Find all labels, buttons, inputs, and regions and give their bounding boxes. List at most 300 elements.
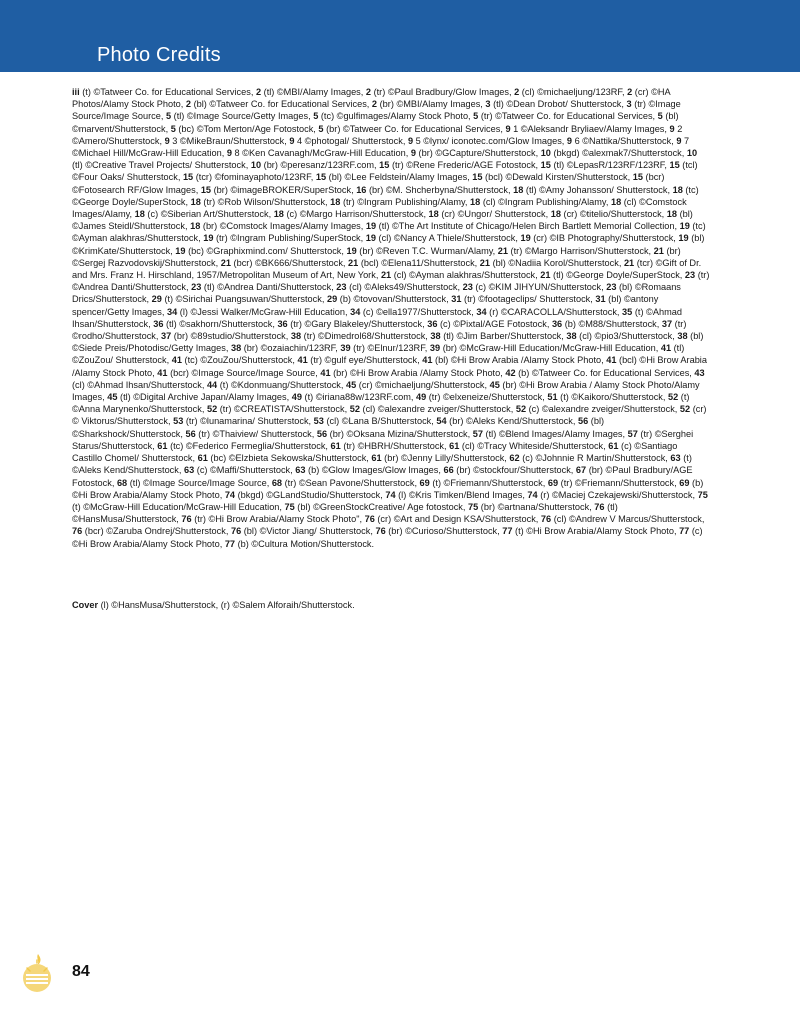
credit-text: (bc) ©Tom Merton/Age Fotostock,: [175, 123, 319, 134]
page-ref: 74: [385, 489, 396, 500]
page-ref: 21: [653, 245, 664, 256]
credit-text: (tl) ©ZouZou/ Shutterstock,: [72, 343, 685, 366]
credit-text: (tc) ©ZouZou/Shutterstock,: [181, 355, 298, 366]
page-ref: 37: [161, 331, 172, 342]
page-ref: 41: [157, 367, 168, 378]
logo-svg: [18, 948, 54, 994]
credit-text: (bl) ©Tatweer Co. for Educational Services,: [191, 99, 372, 110]
credit-text: (tr) ©Image Source/Image Source,: [72, 99, 681, 122]
credit-text: (cl) ©Andrew V Marcus/Shutterstock,: [551, 514, 705, 525]
page-ref: 9: [566, 135, 573, 146]
credit-text: 5 ©lynx/ iconotec.com/Glow Images,: [413, 135, 567, 146]
credit-text: (tr) ©CREATISTA/Shutterstock,: [217, 404, 350, 415]
page-ref: 23: [684, 270, 696, 281]
credit-text: (bcl) ©Dewald Kirsten/Shutterstock,: [482, 172, 633, 183]
page-ref: 21: [220, 257, 231, 268]
credit-text: (tl) ©Digital Archive Japan/Alamy Images,: [117, 392, 292, 403]
credit-text: (t) ©iriana88w/123RF.com,: [301, 392, 416, 403]
page-ref: 75: [697, 489, 708, 500]
page-ref: 69: [419, 477, 430, 488]
credit-text: (cr) ©titelio/Shutterstock,: [560, 209, 667, 220]
credit-text: (bl) ©Siede Preis/Photodisc/Getty Images,: [72, 331, 704, 354]
cover-credits: [72, 599, 710, 611]
credit-text: (tr) ©Ingram Publishing/Alamy,: [340, 196, 471, 207]
credit-text: (tr) ©Tatweer Co. for Educational Services,: [478, 111, 658, 122]
page-ref: 5: [165, 111, 172, 122]
page-ref: 29: [326, 294, 338, 305]
credit-text: (bc) ©Elzbieta Sekowska/Shutterstock,: [207, 453, 372, 464]
credit-text: (tr) ©Friemann/Shutterstock,: [558, 477, 680, 488]
page-ref: 15: [379, 160, 390, 171]
credit-text: (br) ©Hi Brow Arabia /Alamy Stock Photo,: [330, 367, 506, 378]
page-ref: 19: [365, 221, 377, 232]
credit-text: (cr) ©Art and Design KSA/Shutterstock,: [374, 514, 541, 525]
page-ref: 56: [185, 428, 196, 439]
page-ref: 38: [230, 343, 242, 354]
credit-text: (br) ©ozaiachin/123RF,: [241, 343, 341, 354]
page-ref: 63: [183, 465, 195, 476]
credit-text: (tr) ©gulf eye/Shutterstock,: [307, 355, 423, 366]
credit-text: (cl) ©Ayman alakhras/Shutterstock,: [391, 270, 541, 281]
page-ref: 45: [489, 379, 500, 390]
credit-text: 8 ©Ken Cavanagh/McGraw-Hill Education,: [231, 148, 411, 159]
credit-text: (c) ©alexandre zveiger/Shutterstock,: [526, 404, 680, 415]
page-ref: 51: [547, 392, 558, 403]
cover-text: (l) ©HansMusa/Shutterstock, (r) ©Salem Alforaih/Shutterstock.: [98, 600, 355, 610]
page-ref: 76: [375, 526, 386, 537]
page-ref: 41: [171, 355, 182, 366]
credit-text: (c) ©Maffi/Shutterstock,: [194, 465, 296, 476]
page-ref: 36: [153, 318, 164, 329]
page-ref: 21: [497, 245, 508, 256]
page-ref: 49: [291, 392, 302, 403]
page-ref: 31: [451, 294, 462, 305]
credit-text: (cl) ©Aleks49/Shutterstock,: [346, 282, 463, 293]
credit-text: (tr) ©Serghei Starus/Shutterstock,: [72, 428, 694, 451]
credit-text: (tr) ©Gary Blakeley/Shutterstock,: [287, 318, 428, 329]
page-ref: 18: [190, 196, 201, 207]
credit-text: (br) ©Aleks Kend/Shutterstock,: [446, 416, 578, 427]
page-ref: 10: [250, 160, 262, 171]
credit-text: (cr) © Viktorus/Shutterstock,: [72, 404, 707, 427]
credit-text: (cl) ©Nancy A Thiele/Shutterstock,: [375, 233, 521, 244]
page-ref: 21: [348, 257, 359, 268]
credit-text: (b) ©M88/Shutterstock,: [562, 318, 662, 329]
credit-text: (cr) ©HA Photos/Alamy Stock Photo,: [72, 87, 671, 110]
page-number: 84: [72, 963, 90, 980]
page-ref: 5: [318, 123, 324, 134]
credit-text: (tl) ©Andrea Danti/Shutterstock,: [201, 282, 337, 293]
page-ref: 41: [320, 367, 331, 378]
credit-text: (bl) ©Sharkshock/Shutterstock,: [72, 416, 605, 439]
page-ref: 9: [505, 123, 511, 134]
credit-text: (tl) ©Blend Images/Alamy Images,: [483, 428, 628, 439]
page-ref: 18: [666, 209, 678, 220]
page-ref: 37: [661, 318, 673, 329]
page-ref: 43: [694, 367, 705, 378]
credit-text: 7 ©Michael Hill/McGraw-Hill Education,: [72, 135, 690, 159]
credit-text: (c) ©Hi Brow Arabia/Alamy Stock Photo,: [72, 526, 703, 549]
credit-text: (br) ©Comstock Images/Alamy Images,: [200, 221, 366, 232]
credit-text: (tr) ©elxeneize/Shutterstock,: [426, 392, 548, 403]
credit-text: (bl) ©antony spencer/Getty Images,: [72, 294, 659, 317]
page-ref: 36: [427, 318, 438, 329]
page-ref: 39: [340, 343, 351, 354]
page-ref: 38: [566, 331, 577, 342]
credit-text: (bl) ©KrimKate/Shutterstock,: [72, 233, 705, 256]
credit-text: (tl) ©LepasR/123RF/123RF,: [550, 160, 670, 171]
credit-text: (tl) ©Dean Drobot/ Shutterstock,: [490, 99, 627, 110]
credit-text: (t) ©Kdonmuang/Shutterstock,: [217, 379, 346, 390]
page-ref: iii: [72, 87, 80, 97]
cover-label: Cover: [72, 600, 99, 610]
credit-text: (br) ©stockfour/Shutterstock,: [453, 465, 576, 476]
credit-text: (tr) ©Dimedrol68/Shutterstock,: [301, 331, 431, 342]
credit-text: (tc) ©Ayman alakhras/Shutterstock,: [72, 221, 706, 244]
credit-text: (tr) ©Elnur/123RF,: [350, 343, 430, 354]
credit-text: (bcr) ©Fotosearch RF/Glow Images,: [72, 172, 665, 195]
credit-text: 6 ©Nattika/Shutterstock,: [572, 135, 677, 146]
page-ref: 18: [134, 209, 145, 220]
page-title: Photo Credits: [97, 44, 221, 66]
page-ref: 9: [410, 148, 416, 159]
credit-text: (tr) ©HBRH/Shutterstock,: [340, 440, 450, 451]
page-ref: 15: [315, 172, 327, 183]
page-ref: 15: [540, 160, 551, 171]
credit-text: (bl) ©Romaans Drics/Shutterstock,: [72, 282, 681, 305]
page-ref: 18: [470, 196, 481, 207]
credit-text: 4 ©photogal/ Shutterstock,: [294, 135, 408, 146]
page-ref: 68: [271, 477, 283, 488]
credit-text: (r) ©Maciej Czekajewski/Shutterstock,: [537, 489, 698, 500]
credit-text: (tr) ©Sean Pavone/Shutterstock,: [282, 477, 420, 488]
credit-text: (bl) ©Lee Feldstein/Alamy Images,: [326, 172, 473, 183]
credit-text: 1 ©Aleksandr Bryliaev/Alamy Images,: [510, 123, 670, 134]
page-ref: 36: [277, 318, 288, 329]
credit-text: (t) ©Aleks Kend/Shutterstock,: [72, 453, 692, 476]
credit-text: (c) ©Johnnie R Martin/Shutterstock,: [519, 453, 671, 464]
credit-text: (b) ©tovovan/Shutterstock,: [337, 294, 452, 305]
page-ref: 67: [575, 465, 587, 476]
credit-text: (br) ©Paul Bradbury/AGE Fotostock,: [72, 465, 693, 488]
page-ref: 52: [668, 392, 679, 403]
credit-text: (bcr) ©Image Source/Image Source,: [167, 367, 321, 378]
page-ref: 56: [316, 428, 328, 439]
page-ref: 75: [468, 501, 479, 512]
credit-text: (br) ©McGraw-Hill Education/McGraw-Hill Education,: [440, 343, 661, 354]
credit-text: (b) ©Hi Brow Arabia/Alamy Stock Photo,: [72, 477, 704, 500]
credit-text: (t) ©McGraw-Hill Education/McGraw-Hill Education,: [72, 501, 285, 512]
page-ref: 3: [485, 99, 491, 110]
page-ref: 21: [380, 270, 392, 281]
credit-text: (cl) ©Lana B/Shutterstock,: [323, 416, 437, 427]
credit-text: (bc) ©Graphixmind.com/ Shutterstock,: [185, 245, 347, 256]
credit-text: (br) ©Tatweer Co. for Educational Services,: [323, 123, 506, 134]
page-ref: 19: [679, 221, 690, 232]
credit-text: (bcl) ©Hi Brow Arabia /Alamy Stock Photo,: [72, 355, 707, 378]
page-ref: 61: [330, 440, 341, 451]
page-ref: 18: [190, 221, 201, 232]
credit-text: (t) ©Ahmad Ihsan/Shutterstock,: [72, 306, 682, 329]
page-ref: 18: [428, 209, 439, 220]
page-ref: 74: [527, 489, 538, 500]
credit-text: (br) ©imageBROKER/SuperStock,: [211, 184, 357, 195]
credit-text: (cl) ©pio3/Shutterstock,: [576, 331, 678, 342]
page-ref: 9: [164, 135, 170, 146]
credit-text: (tl) ©HansMusa/Shutterstock,: [72, 501, 618, 525]
page-ref: 45: [346, 379, 357, 390]
credit-text: (tr) ©Rene Frederic/AGE Fotostock,: [389, 160, 541, 171]
page-ref: 34: [476, 306, 487, 317]
page-ref: 52: [679, 404, 691, 415]
credit-text: (t) ©Tatweer Co. for Educational Services,: [79, 87, 256, 97]
page-ref: 69: [679, 477, 690, 488]
page-ref: 39: [429, 343, 441, 354]
page-ref: 10: [540, 148, 551, 159]
page-ref: 63: [295, 465, 306, 476]
credit-text: (cl) ©Ahmad Ihsan/Shutterstock,: [72, 379, 207, 390]
page-ref: 34: [166, 306, 178, 317]
credit-text: (c) ©ella1977/Shutterstock,: [360, 306, 477, 317]
credit-text: (tl) ©Image Source/Getty Images,: [171, 111, 314, 122]
credit-text: (l) ©Jessi Walker/McGraw-Hill Education,: [177, 306, 351, 317]
page-ref: 49: [415, 392, 427, 403]
page-ref: 23: [606, 282, 617, 293]
page-ref: 2: [365, 87, 372, 97]
credit-text: (tr) ©Hi Brow Arabia/Alamy Stock Photo",: [191, 514, 365, 525]
credit-text: (c) ©Siberian Art/Shutterstock,: [144, 209, 274, 220]
page-ref: 18: [513, 184, 524, 195]
credit-text: (br) ©89studio/Shutterstock,: [171, 331, 291, 342]
credit-text: (tcr) ©Gift of Dr. and Mrs. Franz H. Hirschland, 1957/Metropolitan Museum of Art, New York,: [72, 257, 702, 281]
page-ref: 19: [678, 233, 689, 244]
credit-text: (tr) ©Andrea Danti/Shutterstock,: [72, 270, 710, 293]
page-ref: 19: [203, 233, 214, 244]
credit-text: (tl) ©The Art Institute of Chicago/Helen Birch Bartlett Memorial Collection,: [376, 221, 680, 232]
page-ref: 57: [627, 428, 638, 439]
page-ref: 41: [660, 343, 672, 354]
credit-text: (br) ©Reven T.C. Wurman/Alamy,: [356, 245, 498, 256]
page-ref: 45: [107, 392, 118, 403]
page-ref: 77: [679, 526, 690, 537]
page-ref: 53: [173, 416, 184, 427]
credit-text: (c) ©Pixtal/AGE Fotostock,: [437, 318, 552, 329]
publisher-logo-icon: [18, 948, 54, 994]
credit-text: (br) ©Curioso/Shutterstock,: [385, 526, 503, 537]
page-ref: 19: [520, 233, 531, 244]
page-ref: 2: [514, 87, 520, 97]
page-ref: 56: [577, 416, 589, 427]
credit-text: (bkgd) ©GLandStudio/Shutterstock,: [235, 489, 386, 500]
credit-text: (tc) ©gulfimages/Alamy Stock Photo,: [318, 111, 474, 122]
credit-text: (tr) ©Margo Harrison/Shutterstock,: [508, 245, 654, 256]
credit-text: (tl) ©Creative Travel Projects/ Shutterstock,: [72, 160, 251, 171]
credit-text: (cr) ©IB Photography/Shutterstock,: [530, 233, 679, 244]
page-ref: 41: [297, 355, 308, 366]
page-ref: 2: [627, 87, 633, 97]
credit-text: (tl) ©George Doyle/SuperStock,: [550, 270, 685, 281]
page-ref: 15: [472, 172, 483, 183]
page-ref: 38: [677, 331, 688, 342]
credit-text: (tl) ©sakhorn/Shutterstock,: [163, 318, 278, 329]
page-ref: 15: [182, 172, 194, 183]
page-ref: 76: [540, 514, 552, 525]
credit-text: (t) ©Sirichai Puangsuwan/Shutterstock,: [161, 294, 327, 305]
page-ref: 52: [515, 404, 527, 415]
page-ref: 21: [540, 270, 551, 281]
credit-text: (tcr) ©fominayaphoto/123RF,: [193, 172, 316, 183]
page-ref: 76: [181, 514, 192, 525]
page-ref: 23: [191, 282, 202, 293]
page-ref: 5: [170, 123, 176, 134]
credit-text: (b) ©Cultura Motion/Shutterstock.: [235, 538, 375, 549]
page-ref: 2: [185, 99, 192, 110]
credit-text: (cr) ©Ungor/ Shutterstock,: [438, 209, 551, 220]
credit-text: (tcl) ©Four Oaks/ Shutterstock,: [72, 160, 698, 183]
credit-text: (t) ©Friemann/Shutterstock,: [429, 477, 548, 488]
credit-text: (c) ©Margo Harrison/Shutterstock,: [283, 209, 429, 220]
credit-text: (b) ©Tatweer Co. for Educational Services,: [515, 367, 695, 378]
page-ref: 9: [669, 123, 675, 134]
page-ref: 62: [509, 453, 520, 464]
page-ref: 18: [610, 196, 622, 207]
credit-text: (tl) ©Jim Barber/Shutterstock,: [440, 331, 567, 342]
credit-text: (br) ©peresanz/123RF.com,: [261, 160, 380, 171]
page-ref: 3: [626, 99, 632, 110]
page-ref: 44: [206, 379, 218, 390]
page-ref: 54: [436, 416, 447, 427]
page-ref: 19: [346, 245, 357, 256]
page-ref: 2: [371, 99, 378, 110]
credit-text: (b) ©Glow Images/Glow Images,: [305, 465, 444, 476]
credit-text: (br) ©artnana/Shutterstock,: [478, 501, 595, 512]
page-ref: 15: [200, 184, 212, 195]
page-ref: 18: [550, 209, 561, 220]
credit-text: (tr) ©Paul Bradbury/Glow Images,: [371, 87, 515, 97]
page-ref: 35: [622, 306, 633, 317]
page-ref: 41: [606, 355, 617, 366]
page-ref: 66: [443, 465, 454, 476]
page-ref: 21: [479, 257, 491, 268]
page-ref: 9: [289, 135, 295, 146]
header-bar: [0, 0, 800, 72]
credit-text: (br) ©Oksana Mizina/Shutterstock,: [327, 428, 473, 439]
page-ref: 77: [224, 538, 236, 549]
page-ref: 53: [313, 416, 324, 427]
credit-text: (r) ©CARACOLLA/Shutterstock,: [486, 306, 623, 317]
page-ref: 21: [623, 257, 635, 268]
credit-text: (tl) ©Amy Johansson/ Shutterstock,: [523, 184, 673, 195]
page-ref: 74: [224, 489, 236, 500]
page-ref: 68: [116, 477, 128, 488]
credit-text: (br) ©Jenny Lilly/Shutterstock,: [381, 453, 510, 464]
page-ref: 52: [206, 404, 218, 415]
page-ref: 23: [462, 282, 473, 293]
credits-paragraph: [72, 86, 710, 550]
credit-text: (bl) ©Hi Brow Arabia /Alamy Stock Photo,: [432, 355, 607, 366]
credit-text: (l) ©Kris Timken/Blend Images,: [395, 489, 528, 500]
credit-text: (br) ©M. Shcherbyna/Shutterstock,: [366, 184, 514, 195]
page-ref: 9: [407, 135, 414, 146]
credit-text: (br) ©GCapture/Shutterstock,: [415, 148, 541, 159]
credit-text: (cl) ©michaeljung/123RF,: [519, 87, 628, 97]
credit-text: 3 ©MikeBraun/Shutterstock,: [169, 135, 290, 146]
credit-text: (tc) ©Federico Fermeglia/Shutterstock,: [167, 440, 331, 451]
credit-text: (tr) ©Thaiview/ Shutterstock,: [195, 428, 317, 439]
credit-text: (tr) ©Ingram Publishing/SuperStock,: [213, 233, 366, 244]
credit-text: (tc) ©George Doyle/SuperStock,: [72, 184, 699, 207]
credit-text: (tr) ©rodho/Shutterstock,: [72, 318, 687, 342]
page-ref: 61: [608, 440, 619, 451]
page-ref: 76: [230, 526, 242, 537]
credit-text: (bl) ©marvent/Shutterstock,: [72, 111, 679, 134]
page-ref: 18: [273, 209, 284, 220]
page-ref: 16: [356, 184, 367, 195]
page-ref: 15: [632, 172, 643, 183]
page-ref: 15: [669, 160, 680, 171]
page-ref: 38: [430, 331, 441, 342]
credit-text: (bl) ©Victor Jiang/ Shutterstock,: [241, 526, 376, 537]
credit-text: (t) ©Kaikoro/Shutterstock,: [557, 392, 668, 403]
credit-text: (bkgd) ©alexmak7/Shutterstock,: [550, 148, 687, 159]
credit-text: (c) ©KIM JIHYUN/Shutterstock,: [472, 282, 607, 293]
page-ref: 5: [657, 111, 663, 122]
credit-text: (bcr) ©BK666/Shutterstock,: [230, 257, 349, 268]
credit-text: (br) ©Sergej Razvodovskij/Shutterstock,: [72, 245, 681, 268]
page-ref: 57: [472, 428, 483, 439]
credit-text: 2 ©Amero/Shutterstock,: [72, 123, 683, 146]
credit-text: (bcl) ©Elena11/Shutterstock,: [358, 257, 480, 268]
page-ref: 19: [175, 245, 186, 256]
page-ref: 9: [676, 135, 682, 146]
credit-text: (bcr) ©Zaruba Ondrej/Shutterstock,: [82, 526, 231, 537]
credit-text: (t) ©Anna Marynenko/Shutterstock,: [72, 392, 690, 415]
page-ref: 5: [313, 111, 319, 122]
page-ref: 42: [505, 367, 516, 378]
credit-text: (cr) ©michaeljung/Shutterstock,: [356, 379, 490, 390]
page-ref: 18: [330, 196, 341, 207]
page-ref: 31: [595, 294, 606, 305]
credit-text: (tl) ©Image Source/Image Source,: [127, 477, 272, 488]
page-ref: 76: [594, 501, 605, 512]
credit-text: (bl) ©James Steidl/Shutterstock,: [72, 209, 693, 232]
page-ref: 76: [72, 526, 83, 537]
page-ref: 19: [365, 233, 376, 244]
page-ref: 77: [502, 526, 513, 537]
page-ref: 18: [672, 184, 683, 195]
page-ref: 52: [349, 404, 360, 415]
page-ref: 61: [371, 453, 382, 464]
page-ref: 61: [157, 440, 168, 451]
credit-text: (c) ©Santiago Castillo Chomel/ Shutterstock,: [72, 440, 678, 464]
page-ref: 23: [336, 282, 347, 293]
page-ref: 63: [670, 453, 681, 464]
credit-text: (cl) ©Comstock Images/Alamy,: [72, 196, 687, 220]
page-ref: 69: [547, 477, 559, 488]
credit-text: (tr) ©footageclips/ Shutterstock,: [461, 294, 596, 305]
page-ref: 5: [473, 111, 479, 122]
page-ref: 76: [364, 514, 375, 525]
page-ref: 61: [449, 440, 460, 451]
page-ref: 61: [197, 453, 208, 464]
page-ref: 10: [686, 148, 698, 159]
credit-text: (br) ©MBI/Alamy Images,: [377, 99, 486, 110]
credit-text: (tl) ©MBI/Alamy Images,: [261, 87, 366, 97]
credit-text: (cl) ©Ingram Publishing/Alamy,: [480, 196, 611, 207]
page-ref: 29: [151, 294, 162, 305]
page-ref: 36: [551, 318, 563, 329]
credit-text: (bl) ©Nadiia Korol/Shutterstock,: [490, 257, 624, 268]
